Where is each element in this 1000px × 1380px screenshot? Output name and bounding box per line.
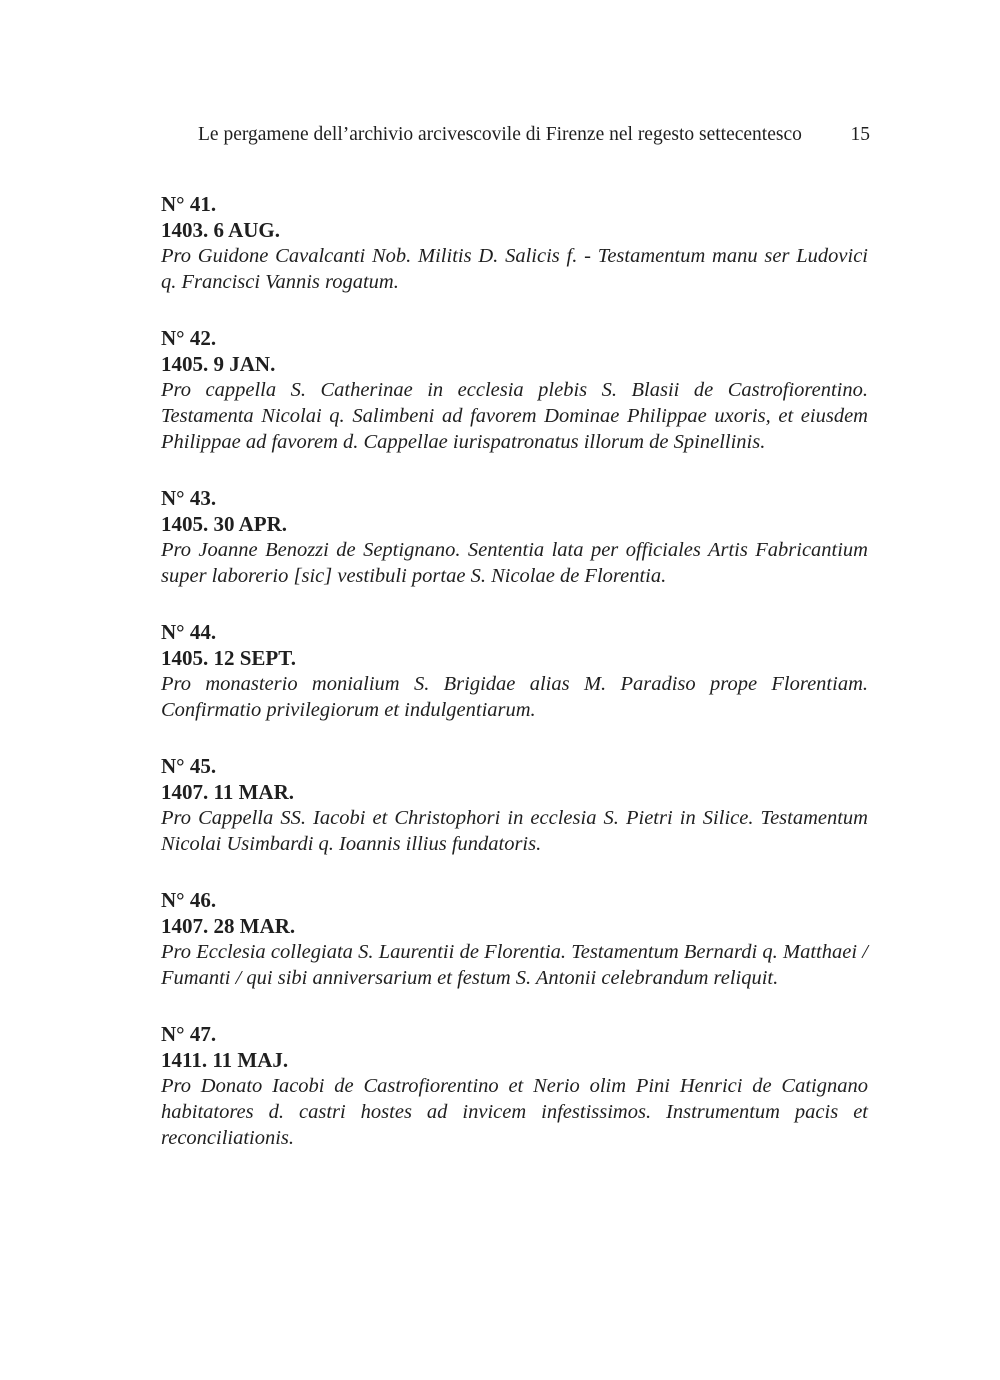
entry-date: 1405. 12 SEPT. <box>161 646 296 670</box>
entry-text: Pro monasterio monialium S. Brigidae alias M. Paradiso prope Florentiam. Confirmatio privilegiorum et indulgentiarum. <box>161 673 868 721</box>
entry-text: Pro Guidone Cavalcanti Nob. Militis D. Salicis f. - Testamentum manu ser Ludovici q. Francisci Vannis rogatum. <box>161 245 868 293</box>
entry-date: 1405. 9 JAN. <box>161 352 276 376</box>
entry-number: N° 46. <box>161 888 217 912</box>
entry-number: N° 42. <box>161 326 217 350</box>
entry-43 <box>161 485 868 589</box>
page-number: 15 <box>850 124 870 145</box>
entry-number: N° 45. <box>161 754 217 778</box>
entry-44 <box>161 619 868 723</box>
entry-date: 1407. 11 MAR. <box>161 780 294 804</box>
entry-41 <box>161 191 868 295</box>
entry-47 <box>161 1021 868 1151</box>
entries-list <box>161 191 868 1181</box>
running-title: Le pergamene dell’archivio arcivescovile di Firenze nel regesto settecentesco <box>198 124 802 145</box>
entry-date: 1411. 11 MAJ. <box>161 1048 289 1072</box>
entry-date: 1405. 30 APR. <box>161 512 287 536</box>
entry-text: Pro Cappella SS. Iacobi et Christophori in ecclesia S. Pietri in Silice. Testamentum Nicolai Usimbardi q. Ioannis illius fundatoris. <box>161 807 868 855</box>
entry-number: N° 43. <box>161 486 217 510</box>
running-head <box>198 120 870 150</box>
entry-date: 1407. 28 MAR. <box>161 914 296 938</box>
entry-text: Pro Ecclesia collegiata S. Laurentii de Florentia. Testamentum Bernardi q. Matthaei / Fumanti / qui sibi anniversarium et festum S. Antonii celebrandum reliquit. <box>161 941 868 989</box>
entry-text: Pro Joanne Benozzi de Septignano. Sententia lata per officiales Artis Fabricantium super laborerio [sic] vestibuli portae S. Nicolae de Florentia. <box>161 539 868 587</box>
entry-46 <box>161 887 868 991</box>
entry-date: 1403. 6 AUG. <box>161 218 281 242</box>
entry-text: Pro Donato Iacobi de Castrofiorentino et Nerio olim Pini Henrici de Catignano habitatores d. castri hostes ad invicem infestissimos. Instrumentum pacis et reconciliationis. <box>161 1075 868 1149</box>
entry-number: N° 41. <box>161 192 217 216</box>
entry-number: N° 44. <box>161 620 217 644</box>
entry-42 <box>161 325 868 455</box>
entry-45 <box>161 753 868 857</box>
entry-text: Pro cappella S. Catherinae in ecclesia plebis S. Blasii de Castrofiorentino. Testamenta Nicolai q. Salimbeni ad favorem Dominae Philippae uxoris, et eiusdem Philippae ad favorem d. Cappellae iurispatronatus illorum de Spinellinis. <box>161 379 868 453</box>
entry-number: N° 47. <box>161 1022 217 1046</box>
